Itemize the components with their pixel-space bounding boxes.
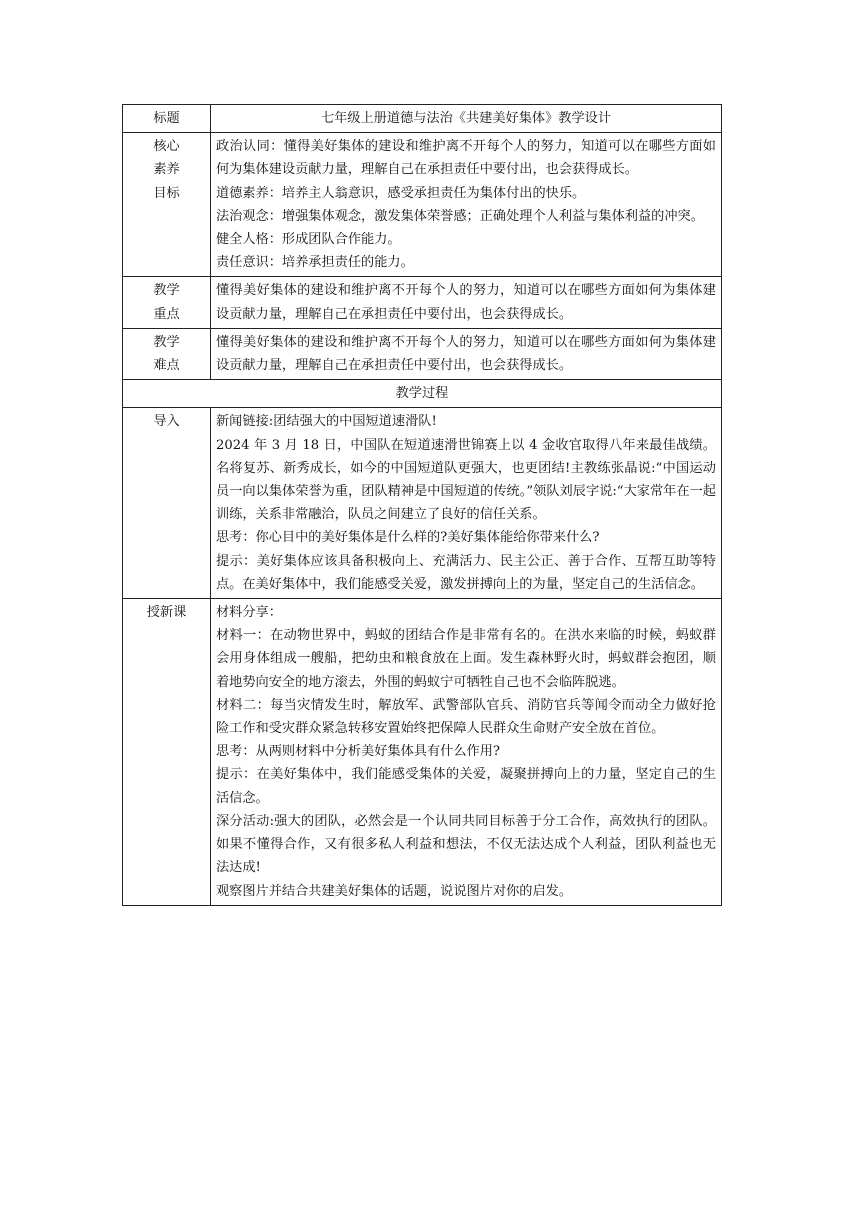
lesson-plan-table [122,104,722,906]
introduction-row [123,408,722,599]
title-row [123,105,722,133]
paragraph: 思考：你心目中的美好集体是什么样的?美好集体能给你带来什么? [216,530,600,546]
paragraph: 道德素养：培养主人翁意识，感受承担责任为集体付出的快乐。 [216,185,586,201]
core-literacy-content [211,133,722,277]
paragraph: 思考：从两则材料中分析美好集体具有什么作用? [216,744,501,760]
key-points-row [123,277,722,328]
new-lesson-label: 授新课 [123,599,211,906]
core-literacy-row [123,133,722,277]
new-lesson-row [123,599,722,906]
core-literacy-label: 核心 素养 目标 [123,133,211,277]
difficult-points-label: 教学 难点 [123,328,211,379]
paragraph: 法治观念：增强集体观念，激发集体荣誉感；正确处理个人利益与集体利益的冲突。 [216,208,704,224]
paragraph: 材料分享： [216,605,282,621]
title-label: 标题 [123,105,211,133]
new-lesson-content [211,599,722,906]
paragraph: 材料一：在动物世界中，蚂蚁的团结合作是非常有名的。在洪水来临的时候，蚂蚁群会用身体组成一艘船，把幼虫和粮食放在上面。发生森林野火时，蚂蚁群会抱团，顺着地势向安全的地方滚去，外围的蚂蚁宁可牺牲自己也不会临阵脱逃。 [216,628,716,690]
paragraph: 2024 年 3 月 18 日，中国队在短道速滑世锦赛上以 4 金收官取得八年来最佳战绩。名将复苏、新秀成长，如今的中国短道队更强大，也更团结!主教练张晶说:“中国运动员一向以集体荣誉为重，团队精神是中国短道的传统。”领队刘辰字说:“大家常年在一起训练，关系非常融洽，队员之间建立了良好的信任关系。 [216,437,716,523]
paragraph: 懂得美好集体的建设和维护离不开每个人的努力，知道可以在哪些方面如何为集体建设贡献力量，理解自己在承担责任中要付出，也会获得成长。 [216,283,716,322]
paragraph: 材料二：每当灾情发生时，解放军、武警部队官兵、消防官兵等闻令而动全力做好抢险工作和受灾群众紧急转移安置始终把保障人民群众生命财产安全放在首位。 [216,697,716,737]
introduction-label: 导入 [123,408,211,599]
paragraph: 责任意识：培养承担责任的能力。 [216,255,414,271]
key-points-label: 教学 重点 [123,277,211,328]
paragraph: 懂得美好集体的建设和维护离不开每个人的努力，知道可以在哪些方面如何为集体建设贡献力量，理解自己在承担责任中要付出，也会获得成长。 [216,334,716,374]
paragraph: 健全人格：形成团队合作能力。 [216,232,401,248]
process-header: 教学过程 [123,380,722,408]
difficult-points-content [211,328,722,379]
paragraph: 提示：美好集体应该具备积极向上、充满活力、民主公正、善于合作、互帮互助等特点。在美好集体中，我们能感受关爱，激发拼搏向上的为量，坚定自己的生活信念。 [216,553,716,592]
process-header-row [123,380,722,408]
difficult-points-row [123,328,722,379]
paragraph: 政治认同：懂得美好集体的建设和维护离不开每个人的努力，知道可以在哪些方面如何为集体建设贡献力量，理解自己在承担责任中要付出，也会获得成长。 [216,139,716,178]
document-title: 七年级上册道德与法治《共建美好集体》教学设计 [211,105,722,133]
introduction-content [211,408,722,599]
key-points-content [211,277,722,328]
paragraph: 提示：在美好集体中，我们能感受集体的关爱，凝聚拼搏向上的力量，坚定自己的生活信念。 [216,767,716,806]
paragraph: 观察图片并结合共建美好集体的话题，说说图片对你的启发。 [216,883,573,899]
paragraph: 新闻链接:团结强大的中国短道速滑队! [216,414,437,430]
paragraph: 深分活动:强大的团队，必然会是一个认同共同目标善于分工合作，高效执行的团队。如果不懂得合作，又有很多私人利益和想法，不仅无法达成个人利益，团队利益也无法达成! [216,813,716,876]
